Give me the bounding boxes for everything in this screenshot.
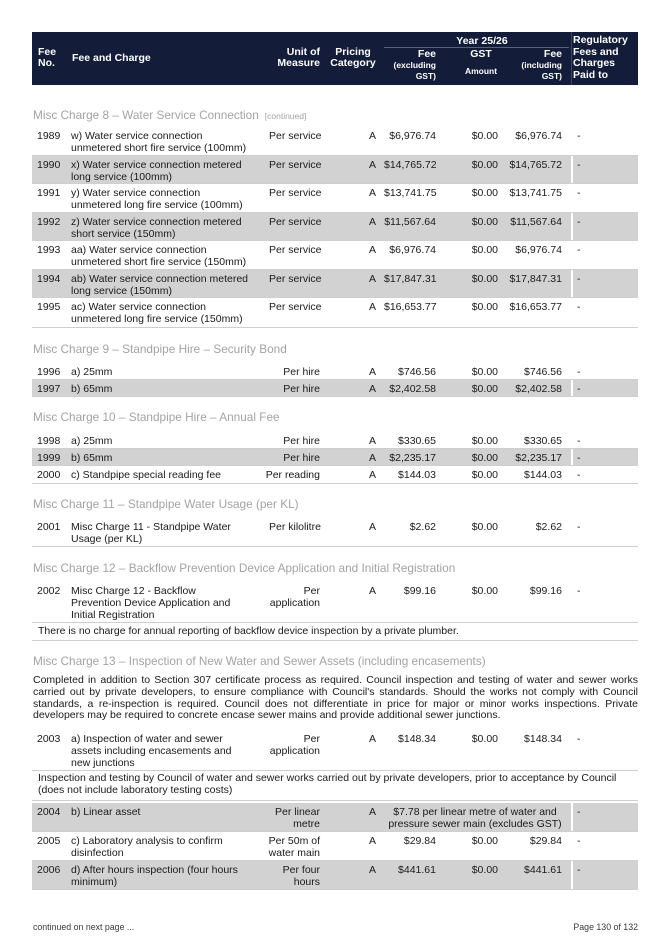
fee-excl-gst: $148.34 bbox=[398, 733, 436, 745]
gst-amount: $0.00 bbox=[471, 585, 498, 597]
pricing-category: A bbox=[368, 187, 376, 199]
gst-amount: $0.00 bbox=[471, 864, 498, 876]
regulatory-paid-to: - bbox=[577, 216, 581, 228]
header-fee-incl bbox=[502, 49, 562, 82]
row-bg-reg bbox=[573, 184, 638, 213]
row-bg-reg bbox=[573, 380, 638, 397]
regulatory-paid-to: - bbox=[577, 244, 581, 256]
table-row bbox=[32, 518, 638, 547]
unit-of-measure: Per application bbox=[269, 585, 320, 609]
fee-excl-gst: $2,235.17 bbox=[389, 452, 436, 464]
fee-no: 1995 bbox=[37, 301, 61, 313]
regulatory-paid-to: - bbox=[577, 585, 581, 597]
regulatory-paid-to: - bbox=[577, 806, 581, 818]
fee-incl-gst: $330.65 bbox=[524, 435, 562, 447]
row-bg-reg bbox=[573, 363, 638, 380]
section-13-description: Completed in addition to Section 307 certificate process as required. Council inspection and testing of water and sewer works carried out by private developers, to ensure compliance with Council's standards. Should the works not comply with Council standards, a re-inspection is required. Council does not differentiate in price for major or minor works inspections. Private developers may be required to concrete encase sewer mains and provide additional sewer junctions. bbox=[33, 674, 638, 722]
section-title-misc-10: Misc Charge 10 – Standpipe Hire – Annual Fee bbox=[33, 410, 280, 424]
gst-amount: $0.00 bbox=[471, 452, 498, 464]
regulatory-paid-to: - bbox=[577, 521, 581, 533]
section-title-text: Misc Charge 8 – Water Service Connection bbox=[33, 108, 259, 122]
regulatory-paid-to: - bbox=[577, 435, 581, 447]
regulatory-paid-to: - bbox=[577, 733, 581, 745]
regulatory-paid-to: - bbox=[577, 301, 581, 313]
fee-incl-gst: $2,402.58 bbox=[515, 383, 562, 395]
backflow-note: There is no charge for annual reporting of backflow device inspection by a private plumber. bbox=[38, 625, 459, 637]
pricing-category: A bbox=[368, 452, 376, 464]
fee-description: b) Linear asset bbox=[71, 806, 141, 818]
unit-of-measure: Per hire bbox=[283, 452, 320, 464]
header-fee-incl-sub: (including GST) bbox=[521, 60, 562, 81]
pricing-category: A bbox=[368, 216, 376, 228]
table-row bbox=[32, 184, 638, 213]
fee-no: 2004 bbox=[37, 806, 61, 818]
pricing-category: A bbox=[368, 244, 376, 256]
pricing-category: A bbox=[368, 733, 376, 745]
header-year: Year 25/26 bbox=[456, 35, 508, 47]
unit-of-measure: Per service bbox=[269, 216, 322, 228]
table-header bbox=[32, 32, 638, 85]
table-row bbox=[32, 156, 638, 184]
pricing-category: A bbox=[368, 806, 376, 818]
fee-no: 1989 bbox=[37, 130, 61, 142]
fee-incl-gst: $2.62 bbox=[535, 521, 562, 533]
unit-of-measure: Per service bbox=[269, 301, 322, 313]
regulatory-paid-to: - bbox=[577, 835, 581, 847]
fee-no: 1999 bbox=[37, 452, 61, 464]
row-divider bbox=[32, 483, 638, 484]
fee-no: 2005 bbox=[37, 835, 61, 847]
header-unit-of-measure: Unit of Measure bbox=[277, 46, 320, 69]
fee-no: 1992 bbox=[37, 216, 61, 228]
table-row bbox=[32, 466, 638, 484]
table-row bbox=[32, 241, 638, 270]
fee-incl-gst: $6,976.74 bbox=[515, 244, 562, 256]
linear-asset-rate: $7.78 per linear metre of water and pressure sewer main (excludes GST) bbox=[388, 806, 562, 830]
unit-of-measure: Per kilolitre bbox=[269, 521, 321, 533]
unit-of-measure: Per service bbox=[269, 159, 322, 171]
fee-no: 2006 bbox=[37, 864, 61, 876]
row-bg-reg bbox=[573, 861, 638, 890]
fee-incl-gst: $2,235.17 bbox=[515, 452, 562, 464]
row-bg-reg bbox=[573, 127, 638, 156]
row-divider bbox=[32, 770, 638, 771]
regulatory-paid-to: - bbox=[577, 469, 581, 481]
header-fee-excl-sub: (excluding GST) bbox=[393, 60, 436, 81]
row-divider bbox=[32, 546, 638, 547]
row-divider bbox=[32, 396, 638, 397]
fee-no: 2002 bbox=[37, 585, 61, 597]
fee-description: Misc Charge 11 - Standpipe Water Usage (per KL) bbox=[71, 521, 231, 545]
regulatory-paid-to: - bbox=[577, 366, 581, 378]
fee-description: ac) Water service connection unmetered long fire service (150mm) bbox=[71, 301, 243, 325]
fee-description: d) After hours inspection (four hours minimum) bbox=[71, 864, 238, 888]
table-row bbox=[32, 803, 638, 832]
fee-description: a) 25mm bbox=[71, 366, 113, 378]
fee-incl-gst: $6,976.74 bbox=[515, 130, 562, 142]
gst-amount: $0.00 bbox=[471, 216, 498, 228]
fee-description: x) Water service connection metered long service (100mm) bbox=[71, 159, 242, 183]
unit-of-measure: Per reading bbox=[265, 469, 320, 481]
pricing-category: A bbox=[368, 521, 376, 533]
row-bg-reg bbox=[573, 156, 638, 184]
unit-of-measure: Per service bbox=[269, 130, 322, 142]
gst-amount: $0.00 bbox=[471, 244, 498, 256]
fee-excl-gst: $29.84 bbox=[403, 835, 436, 847]
table-row bbox=[32, 213, 638, 241]
pricing-category: A bbox=[368, 366, 376, 378]
row-divider bbox=[32, 622, 638, 623]
fee-excl-gst: $16,653.77 bbox=[384, 301, 437, 313]
section-continued-label: [continued] bbox=[264, 111, 307, 121]
unit-of-measure: Per four hours bbox=[282, 864, 320, 888]
row-divider bbox=[32, 327, 638, 328]
fee-incl-gst: $13,741.75 bbox=[509, 187, 562, 199]
header-gst-sub: Amount bbox=[464, 66, 498, 76]
gst-amount: $0.00 bbox=[471, 159, 498, 171]
fee-incl-gst: $11,567.64 bbox=[510, 216, 562, 228]
fee-no: 2000 bbox=[37, 469, 61, 481]
fee-incl-gst: $29.84 bbox=[529, 835, 562, 847]
row-bg-reg bbox=[573, 730, 638, 771]
fee-no: 2001 bbox=[37, 521, 61, 533]
fee-incl-gst: $99.16 bbox=[529, 585, 562, 597]
regulatory-paid-to: - bbox=[577, 130, 581, 142]
inspection-note: Inspection and testing by Council of water and sewer works carried out by private developers, prior to acceptance by Council (does not include laboratory testing costs) bbox=[38, 772, 617, 796]
fee-description: y) Water service connection unmetered long fire service (100mm) bbox=[71, 187, 243, 211]
gst-amount: $0.00 bbox=[471, 521, 498, 533]
note-divider bbox=[32, 800, 638, 801]
pricing-category: A bbox=[368, 435, 376, 447]
pricing-category: A bbox=[368, 301, 376, 313]
unit-of-measure: Per service bbox=[269, 244, 322, 256]
row-bg-reg bbox=[573, 466, 638, 484]
regulatory-paid-to: - bbox=[577, 159, 581, 171]
row-bg-reg bbox=[573, 449, 638, 466]
fee-excl-gst: $144.03 bbox=[398, 469, 436, 481]
gst-amount: $0.00 bbox=[471, 733, 498, 745]
fee-description: b) 65mm bbox=[71, 452, 113, 464]
section-title-misc-9: Misc Charge 9 – Standpipe Hire – Security Bond bbox=[33, 342, 287, 356]
pricing-category: A bbox=[368, 469, 376, 481]
fee-excl-gst: $11,567.64 bbox=[384, 216, 436, 228]
fee-incl-gst: $14,765.72 bbox=[509, 159, 562, 171]
section-title-misc-8 bbox=[33, 108, 306, 122]
section-title-misc-13: Misc Charge 13 – Inspection of New Water and Sewer Assets (including encasements) bbox=[33, 654, 486, 668]
regulatory-paid-to: - bbox=[577, 383, 581, 395]
table-row bbox=[32, 861, 638, 890]
fee-description: Misc Charge 12 - Backflow Prevention Device Application and Initial Registration bbox=[71, 585, 231, 621]
row-bg-reg bbox=[573, 213, 638, 241]
fee-no: 1996 bbox=[37, 366, 61, 378]
header-separator bbox=[571, 32, 572, 85]
gst-amount: $0.00 bbox=[471, 469, 498, 481]
row-divider bbox=[32, 889, 638, 890]
gst-amount: $0.00 bbox=[471, 301, 498, 313]
unit-of-measure: Per hire bbox=[283, 366, 320, 378]
pricing-category: A bbox=[368, 864, 376, 876]
table-row bbox=[32, 270, 638, 298]
table-row bbox=[32, 730, 638, 771]
page-number: Page 130 of 132 bbox=[573, 922, 638, 932]
fee-description: z) Water service connection metered short service (150mm) bbox=[71, 216, 242, 240]
fee-no: 1993 bbox=[37, 244, 61, 256]
fee-no: 1994 bbox=[37, 273, 61, 285]
header-regulatory: Regulatory Fees and Charges Paid to bbox=[573, 34, 628, 81]
pricing-category: A bbox=[368, 159, 376, 171]
table-row bbox=[32, 582, 638, 623]
fee-incl-gst: $144.03 bbox=[524, 469, 562, 481]
header-fee-and-charge: Fee and Charge bbox=[72, 52, 151, 64]
fee-incl-gst: $16,653.77 bbox=[509, 301, 562, 313]
table-row bbox=[32, 832, 638, 861]
fee-no: 1997 bbox=[37, 383, 61, 395]
fee-excl-gst: $14,765.72 bbox=[384, 159, 437, 171]
fee-excl-gst: $17,847.31 bbox=[384, 273, 437, 285]
unit-of-measure: Per linear metre bbox=[275, 806, 320, 830]
fee-excl-gst: $13,741.75 bbox=[384, 187, 437, 199]
fee-excl-gst: $99.16 bbox=[403, 585, 436, 597]
fee-no: 1998 bbox=[37, 435, 61, 447]
fee-excl-gst: $6,976.74 bbox=[389, 244, 436, 256]
fee-description: w) Water service connection unmetered short fire service (100mm) bbox=[71, 130, 247, 154]
regulatory-paid-to: - bbox=[577, 273, 581, 285]
regulatory-paid-to: - bbox=[577, 187, 581, 199]
pricing-category: A bbox=[368, 585, 376, 597]
fee-excl-gst: $330.65 bbox=[398, 435, 436, 447]
gst-amount: $0.00 bbox=[471, 435, 498, 447]
fee-excl-gst: $746.56 bbox=[398, 366, 436, 378]
gst-amount: $0.00 bbox=[471, 383, 498, 395]
table-row bbox=[32, 127, 638, 156]
row-bg-reg bbox=[573, 832, 638, 861]
continued-note: continued on next page ... bbox=[33, 922, 135, 932]
gst-amount: $0.00 bbox=[471, 187, 498, 199]
pricing-category: A bbox=[368, 383, 376, 395]
pricing-category: A bbox=[368, 835, 376, 847]
unit-of-measure: Per service bbox=[269, 187, 322, 199]
fee-description: ab) Water service connection metered long service (150mm) bbox=[71, 273, 249, 297]
fee-description: b) 65mm bbox=[71, 383, 113, 395]
fee-description: a) 25mm bbox=[71, 435, 113, 447]
row-bg-reg bbox=[573, 241, 638, 270]
header-fee-excl-label: Fee bbox=[417, 48, 436, 60]
table-row bbox=[32, 363, 638, 380]
fee-description: c) Laboratory analysis to confirm disinfection bbox=[71, 835, 223, 859]
fee-no: 1990 bbox=[37, 159, 61, 171]
table-row bbox=[32, 298, 638, 328]
row-bg-reg bbox=[573, 803, 638, 832]
header-pricing-category: Pricing Category bbox=[330, 46, 376, 69]
header-gst bbox=[462, 49, 500, 77]
fee-incl-gst: $17,847.31 bbox=[509, 273, 562, 285]
row-bg-reg bbox=[573, 270, 638, 298]
fee-excl-gst: $6,976.74 bbox=[389, 130, 436, 142]
note-divider bbox=[32, 640, 638, 641]
fee-incl-gst: $441.61 bbox=[524, 864, 562, 876]
row-bg-reg bbox=[573, 582, 638, 623]
unit-of-measure: Per 50m of water main bbox=[268, 835, 320, 859]
gst-amount: $0.00 bbox=[471, 835, 498, 847]
fee-excl-gst: $2.62 bbox=[409, 521, 436, 533]
unit-of-measure: Per hire bbox=[283, 383, 320, 395]
fee-no: 1991 bbox=[37, 187, 61, 199]
table-row bbox=[32, 449, 638, 466]
header-fee-no: Fee No. bbox=[38, 46, 57, 69]
fee-description: aa) Water service connection unmetered short fire service (150mm) bbox=[71, 244, 247, 268]
header-fee-excl bbox=[384, 49, 436, 82]
regulatory-paid-to: - bbox=[577, 864, 581, 876]
fee-excl-gst: $441.61 bbox=[398, 864, 436, 876]
row-bg-reg bbox=[573, 432, 638, 449]
row-bg-reg bbox=[573, 298, 638, 328]
header-gst-label: GST bbox=[470, 48, 492, 60]
header-fee-incl-label: Fee bbox=[543, 48, 562, 60]
row-bg-reg bbox=[573, 518, 638, 547]
regulatory-paid-to: - bbox=[577, 452, 581, 464]
gst-amount: $0.00 bbox=[471, 130, 498, 142]
fee-incl-gst: $148.34 bbox=[524, 733, 562, 745]
pricing-category: A bbox=[368, 273, 376, 285]
section-title-misc-11: Misc Charge 11 – Standpipe Water Usage (per KL) bbox=[33, 497, 299, 511]
unit-of-measure: Per hire bbox=[283, 435, 320, 447]
fee-incl-gst: $746.56 bbox=[524, 366, 562, 378]
gst-amount: $0.00 bbox=[471, 273, 498, 285]
unit-of-measure: Per service bbox=[269, 273, 322, 285]
table-row bbox=[32, 380, 638, 397]
unit-of-measure: Per application bbox=[269, 733, 320, 757]
pricing-category: A bbox=[368, 130, 376, 142]
table-row bbox=[32, 432, 638, 449]
gst-amount: $0.00 bbox=[471, 366, 498, 378]
section-title-misc-12: Misc Charge 12 – Backflow Prevention Device Application and Initial Registration bbox=[33, 561, 456, 575]
fee-description: c) Standpipe special reading fee bbox=[71, 469, 222, 481]
fee-no: 2003 bbox=[37, 733, 61, 745]
fee-description: a) Inspection of water and sewer assets including encasements and new junctions bbox=[71, 733, 232, 769]
fee-excl-gst: $2,402.58 bbox=[389, 383, 436, 395]
